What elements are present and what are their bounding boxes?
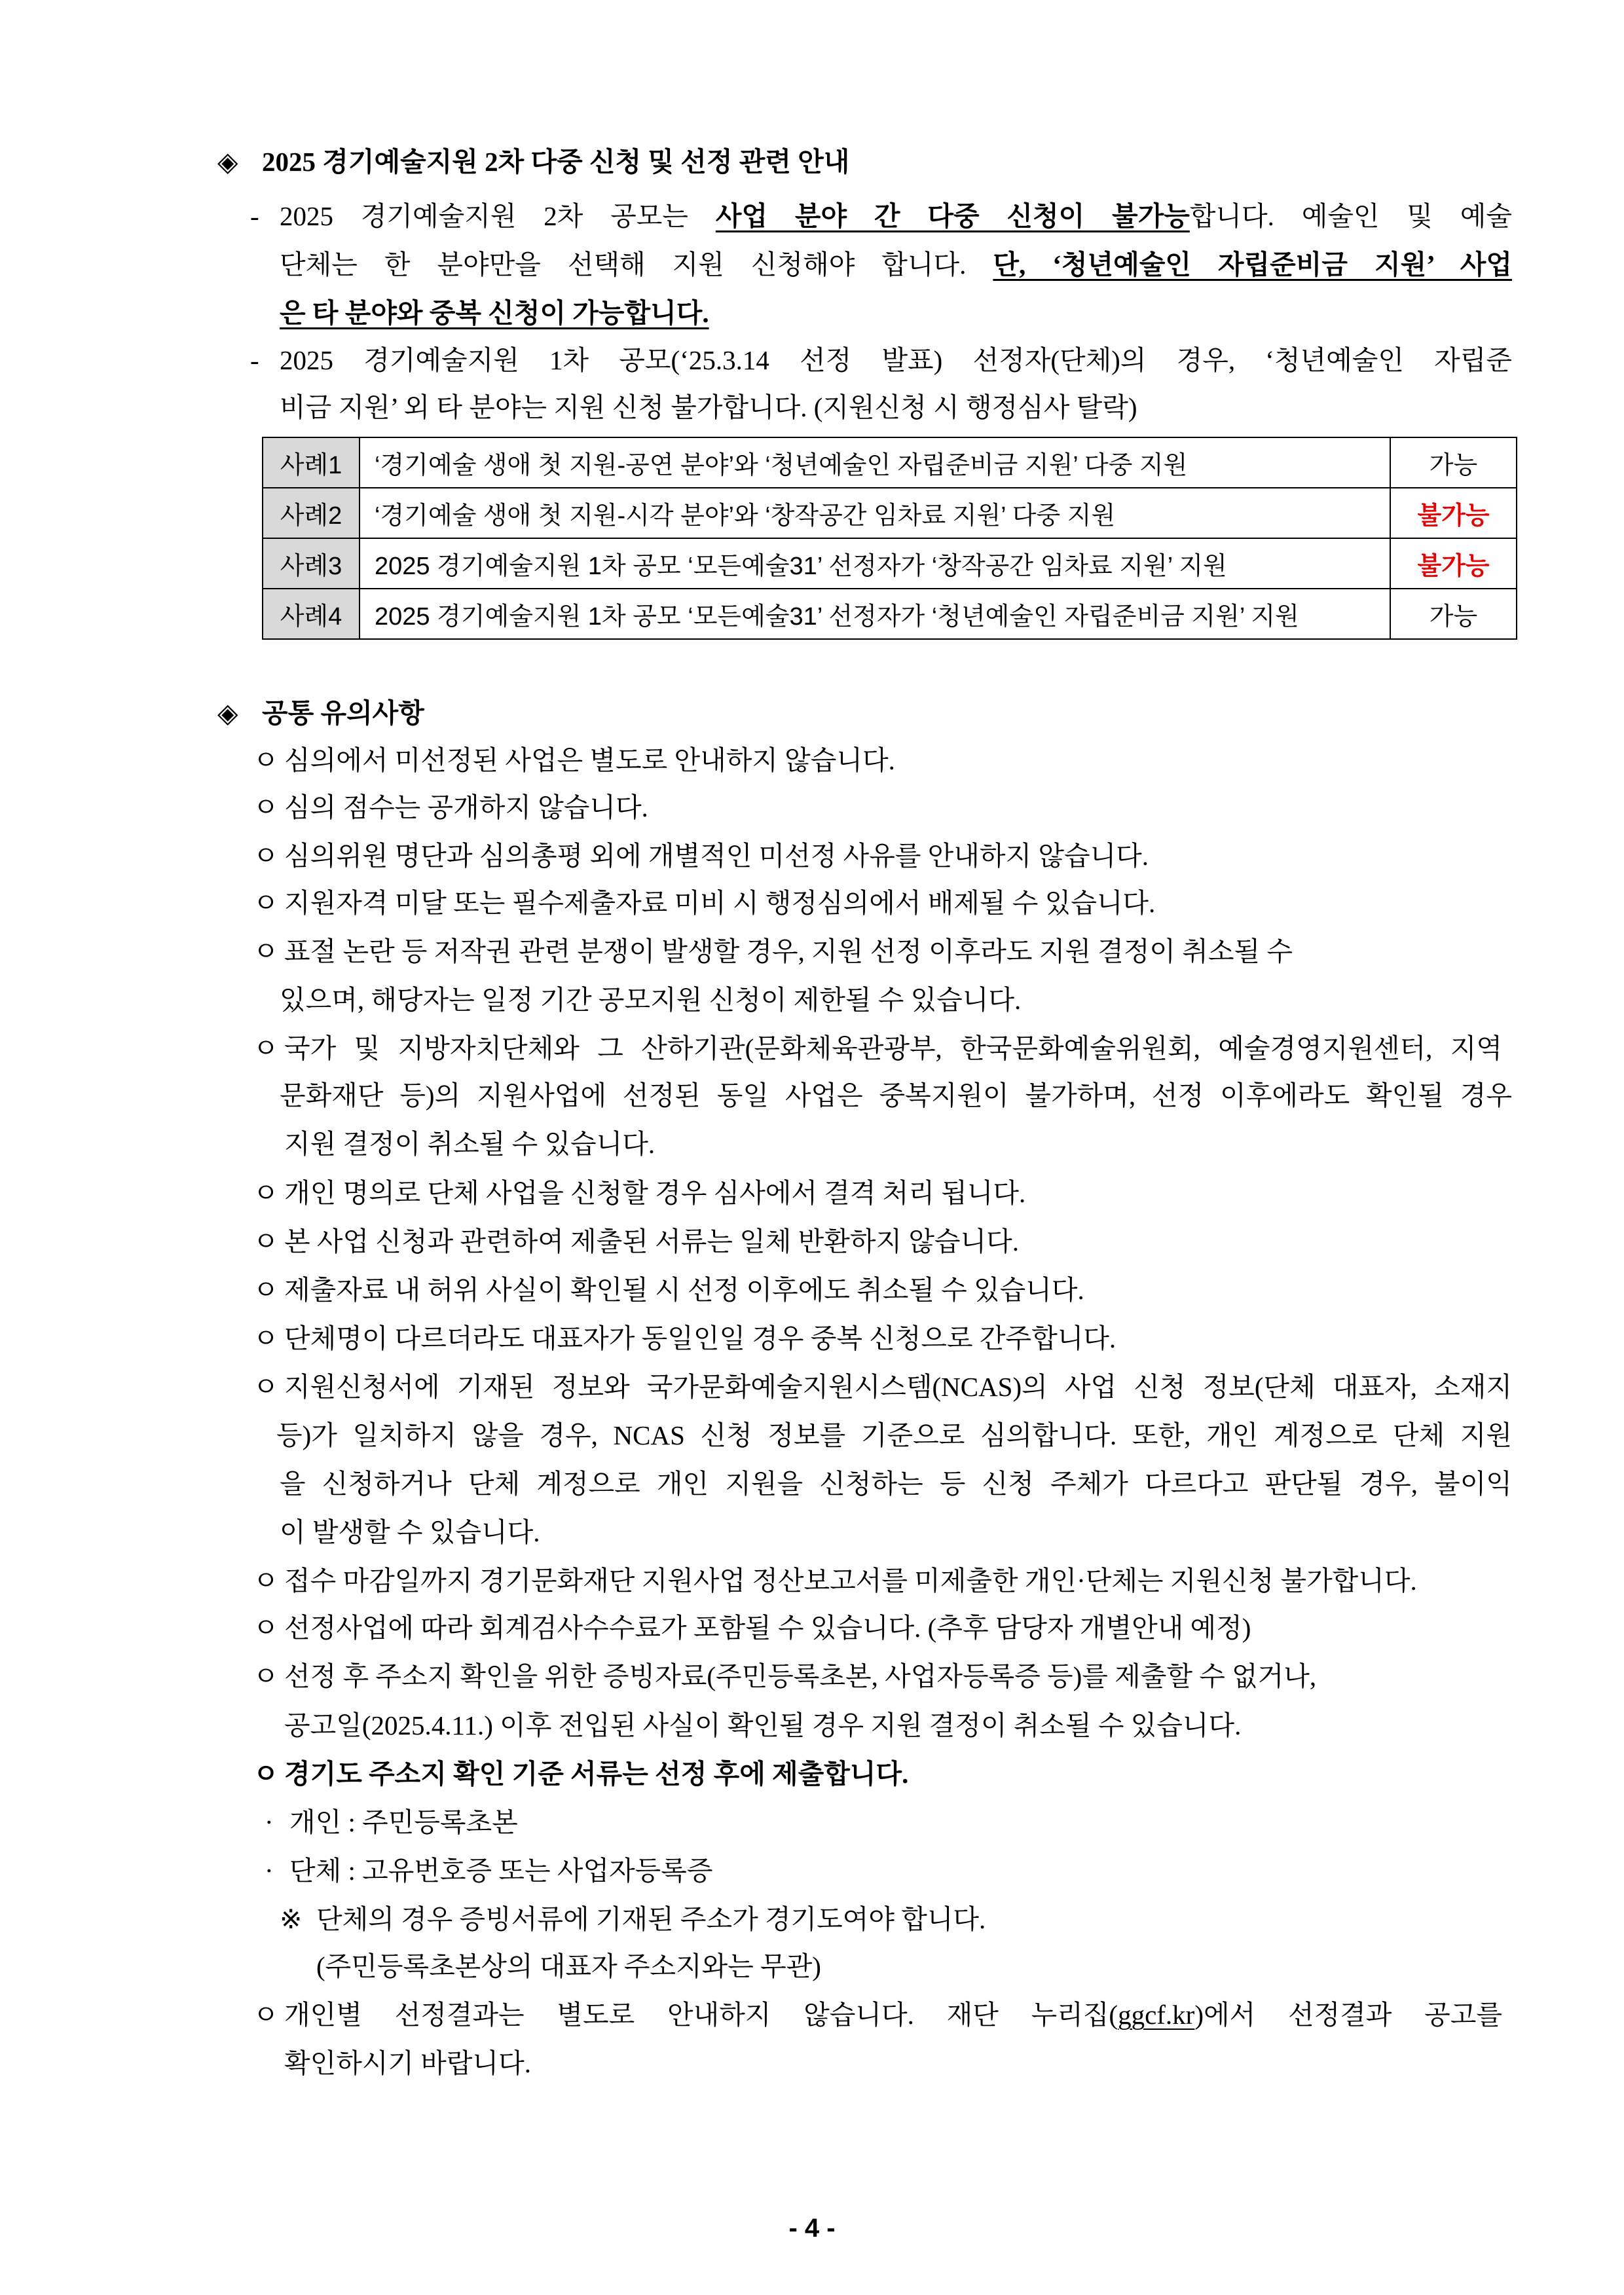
address-doc-group: 단체 : 고유번호증 또는 사업자등록증 <box>289 1856 713 1886</box>
case-label: 사례2 <box>263 488 360 538</box>
text-segment: 2025 경기예술지원 2차 공모는 <box>280 201 716 231</box>
note-item: 제출자료 내 허위 사실이 확인될 시 선정 이후에도 취소될 수 있습니다. <box>284 1275 1084 1305</box>
text-segment: 개인별 선정결과는 별도로 안내하지 않습니다. 재단 누리집( <box>284 2000 1118 2030</box>
case-label: 사례1 <box>263 437 360 488</box>
note-item-continuation: 있으며, 해당자는 일정 기간 공모지원 신청이 제한될 수 있습니다. <box>280 985 1022 1015</box>
case-description: ‘경기예술 생애 첫 지원-시각 분야’와 ‘창작공간 임차료 지원’ 다중 지원 <box>360 488 1390 538</box>
address-docs-heading: 경기도 주소지 확인 기준 서류는 선정 후에 제출합니다. <box>284 1759 909 1789</box>
address-doc-note: 단체의 경우 증빙서류에 기재된 주소가 경기도여야 합니다. <box>316 1904 986 1934</box>
circle-bullet: ㅇ <box>253 936 279 966</box>
emphasis-youth-artist-exception: 단, ‘청년예술인 자립준비금 지원’ 사업 <box>993 249 1512 280</box>
notice-item-1-line-3 <box>280 289 709 337</box>
note-item: 지원신청서에 기재된 정보와 국가문화예술지원시스템(NCAS)의 사업 신청 정보(단체 대표자, 소재지 <box>284 1372 1512 1402</box>
circle-bullet: ㅇ <box>253 1759 279 1789</box>
case-result: 불가능 <box>1390 538 1517 589</box>
dash-bullet: - <box>250 345 259 375</box>
note-item: 개인 명의로 단체 사업을 신청할 경우 심사에서 결격 처리 됩니다. <box>284 1178 1026 1208</box>
text-segment: 단체는 한 분야만을 선택해 지원 신청해야 합니다. <box>280 249 993 280</box>
note-item-continuation: 이 발생할 수 있습니다. <box>280 1517 540 1547</box>
section-heading-multi-application <box>217 138 849 186</box>
case-row <box>263 589 1517 639</box>
case-result: 가능 <box>1390 437 1517 488</box>
case-row <box>263 488 1517 538</box>
note-item: 단체명이 다르더라도 대표자가 동일인일 경우 중복 신청으로 간주합니다. <box>284 1323 1116 1353</box>
section-heading-common-notes <box>217 689 424 737</box>
case-description: ‘경기예술 생애 첫 지원-공연 분야’와 ‘청년예술인 자립준비금 지원’ 다중 지원 <box>360 437 1390 488</box>
notice-item-2-line-2: 비금 지원’ 외 타 분야는 지원 신청 불가합니다. (지원신청 시 행정심사 탈락) <box>280 392 1137 422</box>
circle-bullet: ㅇ <box>253 745 279 775</box>
homepage-link[interactable]: ggcf.kr <box>1118 2000 1195 2030</box>
text-segment: )에서 선정결과 공고를 <box>1194 2000 1502 2030</box>
dash-bullet: - <box>250 201 259 231</box>
circle-bullet: ㅇ <box>253 792 279 822</box>
case-table <box>262 437 1517 640</box>
notice-item-1-line-2 <box>280 240 1512 289</box>
page-number: - 4 - <box>788 2214 836 2243</box>
notice-item-1-line-1 <box>280 192 1512 240</box>
circle-bullet: ㅇ <box>253 1275 279 1305</box>
note-item: 심의위원 명단과 심의총평 외에 개별적인 미선정 사유를 안내하지 않습니다. <box>284 841 1149 871</box>
case-result: 가능 <box>1390 589 1517 639</box>
case-label: 사례4 <box>263 589 360 639</box>
emphasis-duplicate-allowed: 은 타 분야와 중복 신청이 가능합니다. <box>280 298 709 328</box>
circle-bullet: ㅇ <box>253 1661 279 1691</box>
note-item-continuation: 지원 결정이 취소될 수 있습니다. <box>284 1129 655 1159</box>
case-label: 사례3 <box>263 538 360 589</box>
note-item: 지원자격 미달 또는 필수제출자료 미비 시 행정심의에서 배제될 수 있습니다. <box>284 888 1156 918</box>
dot-bullet: · <box>265 1807 274 1837</box>
circle-bullet: ㅇ <box>253 1033 279 1063</box>
diamond-bullet-icon: ◈ <box>217 698 238 728</box>
note-item: 선정사업에 따라 회계검사수수료가 포함될 수 있습니다. (추후 담당자 개별안내 예정) <box>284 1613 1251 1643</box>
case-result: 불가능 <box>1390 488 1517 538</box>
note-item-continuation: 등)가 일치하지 않을 경우, NCAS 신청 정보를 기준으로 심의합니다. 또한, 개인 계정으로 단체 지원 <box>276 1420 1512 1450</box>
circle-bullet: ㅇ <box>253 1372 279 1402</box>
note-item-continuation: 문화재단 등)의 지원사업에 선정된 동일 사업은 중복지원이 불가하며, 선정 이후에라도 확인될 경우 <box>280 1080 1512 1111</box>
circle-bullet: ㅇ <box>253 1178 279 1208</box>
circle-bullet: ㅇ <box>253 841 279 871</box>
note-item: 심의에서 미선정된 사업은 별도로 안내하지 않습니다. <box>284 745 895 775</box>
note-item: 심의 점수는 공개하지 않습니다. <box>284 792 648 822</box>
reference-mark-icon: ※ <box>280 1904 303 1934</box>
circle-bullet: ㅇ <box>253 1613 279 1643</box>
case-description: 2025 경기예술지원 1차 공모 ‘모든예술31’ 선정자가 ‘창작공간 임차료 지원’ 지원 <box>360 538 1390 589</box>
note-item: 표절 논란 등 저작권 관련 분쟁이 발생할 경우, 지원 선정 이후라도 지원 결정이 취소될 수 <box>284 936 1293 966</box>
note-item: 국가 및 지방자치단체와 그 산하기관(문화체육관광부, 한국문화예술위원회, 예술경영지원센터, 지역 <box>284 1033 1502 1063</box>
case-row <box>263 538 1517 589</box>
note-item: 선정 후 주소지 확인을 위한 증빙자료(주민등록초본, 사업자등록증 등)를 제출할 수 없거나, <box>284 1661 1317 1691</box>
circle-bullet: ㅇ <box>253 2000 279 2030</box>
note-item-continuation: 공고일(2025.4.11.) 이후 전입된 사실이 확인될 경우 지원 결정이 취소될 수 있습니다. <box>284 1710 1242 1740</box>
address-doc-note-detail: (주민등록초본상의 대표자 주소지와는 무관) <box>316 1951 821 1981</box>
address-doc-individual: 개인 : 주민등록초본 <box>289 1807 518 1837</box>
circle-bullet: ㅇ <box>253 1566 279 1596</box>
section-title: 공통 유의사항 <box>262 698 424 728</box>
note-item-continuation: 을 신청하거나 단체 계정으로 개인 지원을 신청하는 등 신청 주체가 다르다고 판단될 경우, 불이익 <box>280 1469 1512 1499</box>
circle-bullet: ㅇ <box>253 888 279 918</box>
circle-bullet: ㅇ <box>253 1323 279 1353</box>
text-segment: 합니다. 예술인 및 예술 <box>1189 201 1512 231</box>
circle-bullet: ㅇ <box>253 1226 279 1257</box>
case-description: 2025 경기예술지원 1차 공모 ‘모든예술31’ 선정자가 ‘청년예술인 자립준비금 지원’ 지원 <box>360 589 1390 639</box>
note-item: 본 사업 신청과 관련하여 제출된 서류는 일체 반환하지 않습니다. <box>284 1226 1020 1257</box>
emphasis-multi-application-not-allowed: 사업 분야 간 다중 신청이 불가능 <box>715 201 1190 231</box>
notice-item-2-line-1: 2025 경기예술지원 1차 공모(‘25.3.14 선정 발표) 선정자(단체)의 경우, ‘청년예술인 자립준 <box>280 345 1512 375</box>
case-row <box>263 437 1517 488</box>
note-item: 접수 마감일까지 경기문화재단 지원사업 정산보고서를 미제출한 개인·단체는 지원신청 불가합니다. <box>284 1566 1417 1596</box>
result-notice-line-2: 확인하시기 바랍니다. <box>284 2048 531 2078</box>
diamond-bullet-icon: ◈ <box>217 147 238 177</box>
dot-bullet: · <box>265 1856 274 1886</box>
result-notice-line-1 <box>284 1991 1502 2039</box>
section-title: 2025 경기예술지원 2차 다중 신청 및 선정 관련 안내 <box>262 147 850 177</box>
